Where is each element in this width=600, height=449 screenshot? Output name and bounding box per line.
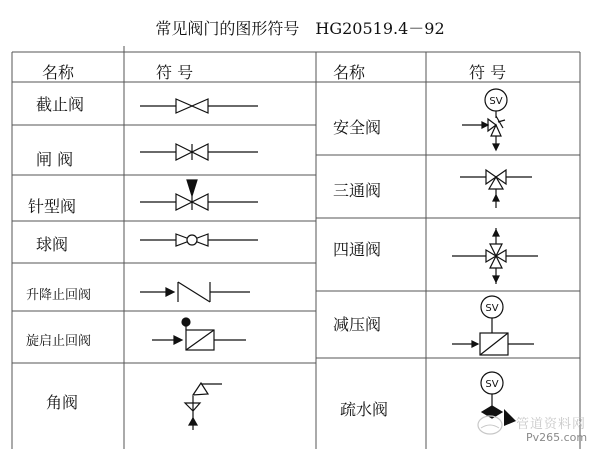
left-symbol-header: 符 号: [156, 63, 194, 82]
watermark-site: Pv265.com: [526, 431, 588, 444]
safety-valve-icon: [462, 89, 507, 150]
right-row-name-1: 安全阀: [333, 118, 382, 137]
steam-trap-sv-label: SV: [485, 379, 499, 390]
left-row-name-3: 针型阀: [28, 197, 77, 216]
globe-valve-icon: [140, 99, 258, 113]
steam-trap-icon: [481, 372, 503, 418]
ball-valve-icon: [140, 234, 258, 246]
pressure-reducing-valve-icon: [452, 296, 534, 355]
four-way-valve-icon: [452, 228, 538, 284]
right-name-header: 名称: [333, 63, 366, 82]
gate-valve-icon: [140, 144, 258, 160]
title-text: 常见阀门的图形符号: [155, 19, 300, 38]
angle-valve-icon: [185, 383, 222, 430]
standard-code: HG20519.4－92: [315, 19, 445, 38]
left-row-name-7: 角阀: [46, 393, 79, 412]
left-row-name-6: 旋启止回阀: [26, 334, 92, 349]
right-row-name-5: 疏水阀: [340, 400, 389, 419]
lift-check-valve-icon: [140, 282, 250, 302]
needle-valve-icon: [140, 180, 258, 210]
right-row-name-3: 四通阀: [333, 240, 382, 259]
left-row-name-5: 升降止回阀: [26, 288, 92, 303]
left-row-name-1: 截止阀: [36, 95, 85, 114]
swing-check-valve-icon: [152, 318, 246, 350]
safety-valve-sv-label: SV: [489, 96, 503, 107]
left-name-header: 名称: [42, 63, 75, 82]
left-row-name-4: 球阀: [36, 235, 69, 254]
reducing-valve-sv-label: SV: [485, 303, 499, 314]
three-way-valve-icon: [460, 170, 532, 208]
left-row-name-2: 闸 阀: [36, 150, 74, 169]
watermark-text: 管道资料网: [516, 417, 587, 432]
right-symbol-header: 符 号: [469, 63, 507, 82]
right-row-name-4: 减压阀: [333, 315, 382, 334]
right-row-name-2: 三通阀: [333, 181, 382, 200]
